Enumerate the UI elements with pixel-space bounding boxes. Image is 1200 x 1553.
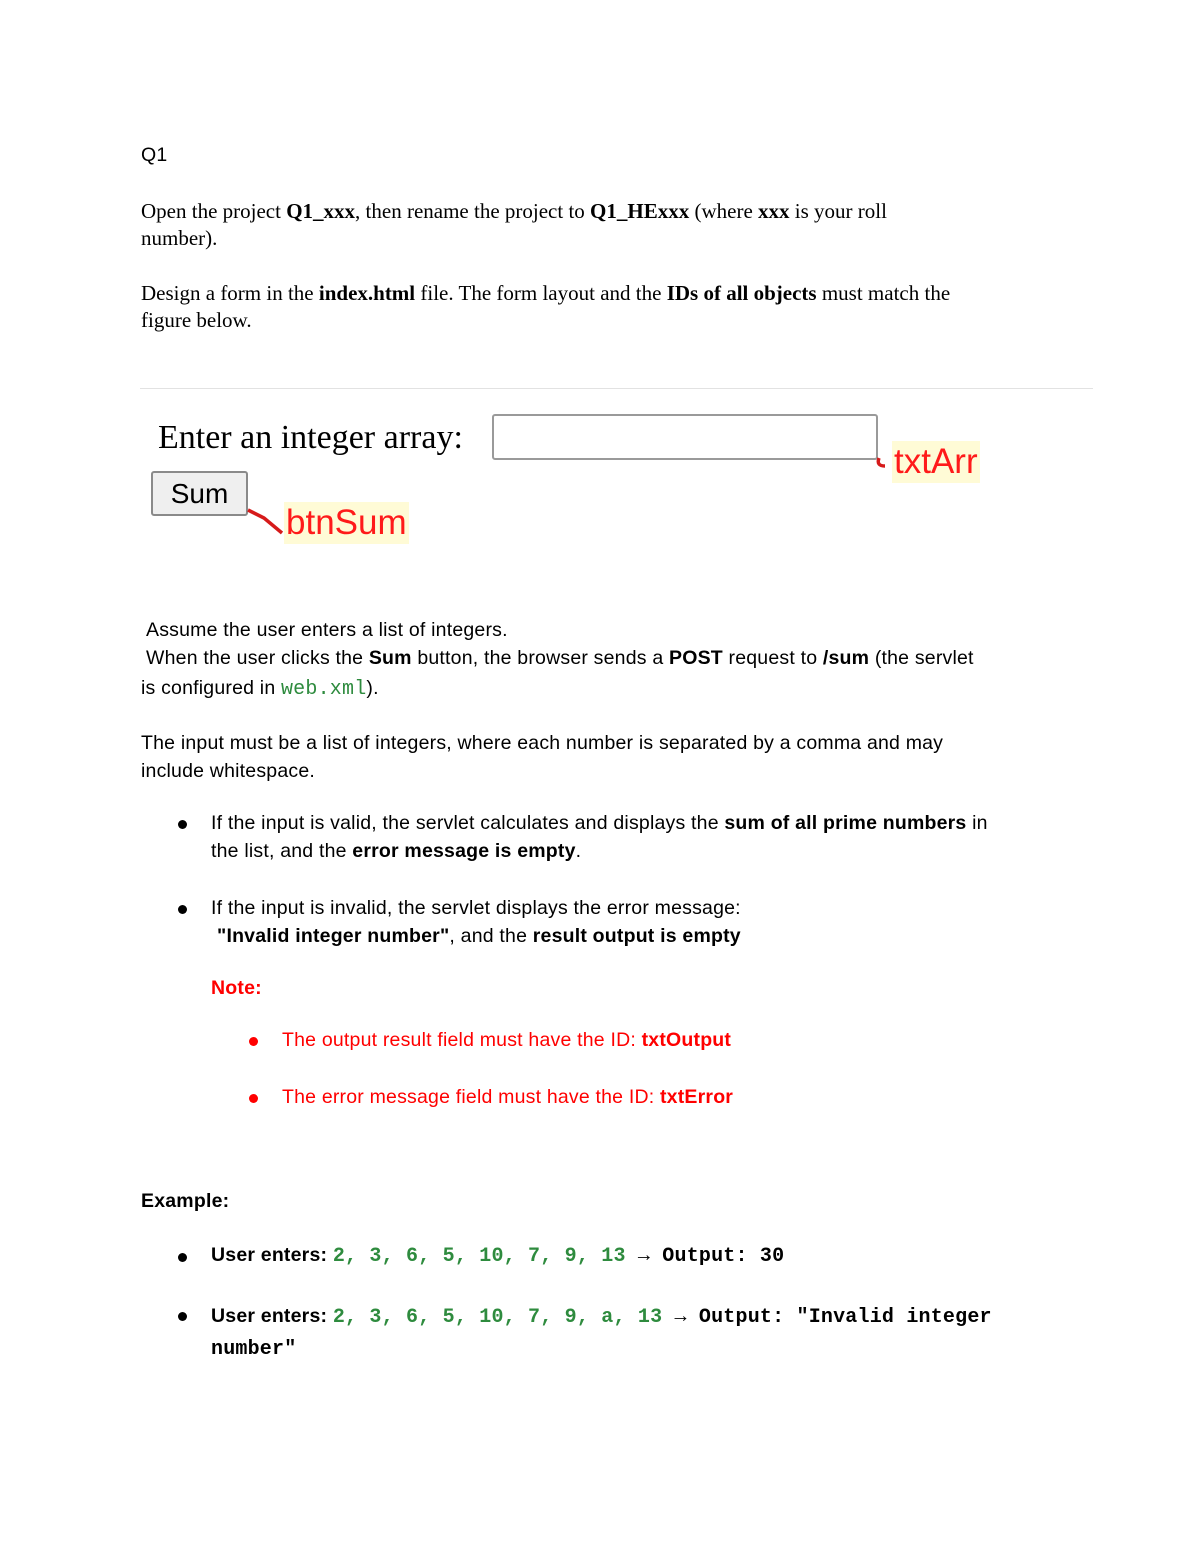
renamed-project: Q1_HExxx bbox=[590, 199, 690, 223]
txtArr-callout: txtArr bbox=[894, 442, 978, 481]
bullet-dot bbox=[249, 1037, 258, 1046]
note-error-id bbox=[282, 1083, 733, 1111]
example-input-code: 2, 3, 6, 5, 10, 7, 9, 13 bbox=[332, 1245, 626, 1268]
sum-keyword: Sum bbox=[368, 647, 412, 669]
text: The error message field must have the ID: bbox=[282, 1086, 660, 1108]
text: the list, and the bbox=[211, 840, 353, 862]
text: in bbox=[966, 812, 988, 834]
text: . bbox=[575, 840, 582, 862]
project-name: Q1_xxx bbox=[286, 199, 356, 223]
ids-emphasis: IDs of all objects bbox=[666, 281, 817, 305]
post-keyword: POST bbox=[669, 647, 723, 669]
input-rule bbox=[141, 729, 1101, 785]
note-label: Note: bbox=[211, 977, 262, 999]
intro-paragraph-1 bbox=[141, 198, 1101, 252]
bullet-dot bbox=[178, 905, 187, 914]
text: (the servlet bbox=[869, 647, 974, 669]
text: User enters: bbox=[211, 1244, 333, 1266]
example-2 bbox=[211, 1301, 1091, 1365]
text: must match the bbox=[816, 281, 951, 305]
bullet-dot bbox=[178, 1253, 187, 1262]
text: include whitespace. bbox=[141, 760, 315, 782]
error-message-literal: "Invalid integer number" bbox=[217, 925, 450, 947]
prime-sum-emphasis: sum of all prime numbers bbox=[724, 812, 967, 834]
text: request to bbox=[722, 647, 823, 669]
txtArr-callout-line bbox=[878, 458, 885, 466]
text: The input must be a list of integers, where each number is separated by a comma and may bbox=[141, 732, 944, 754]
sum-button[interactable]: Sum bbox=[151, 471, 248, 516]
text: Open the project bbox=[141, 199, 287, 223]
text: , and the bbox=[449, 925, 533, 947]
text: User enters: bbox=[211, 1305, 333, 1327]
example-output: → Output: "Invalid integer bbox=[662, 1306, 992, 1329]
bullet-dot bbox=[249, 1094, 258, 1103]
file-name: index.html bbox=[318, 281, 416, 305]
txtOutput-id: txtOutput bbox=[641, 1029, 732, 1051]
text: figure below. bbox=[141, 308, 252, 332]
text: button, the browser sends a bbox=[411, 647, 669, 669]
bullet-dot bbox=[178, 1312, 187, 1321]
text: is your roll bbox=[789, 199, 887, 223]
question-id: Q1 bbox=[141, 144, 168, 166]
bullet-dot bbox=[178, 820, 187, 829]
text: number). bbox=[141, 226, 218, 250]
bullet-invalid bbox=[211, 894, 1091, 950]
divider bbox=[140, 388, 1093, 389]
txtError-id: txtError bbox=[659, 1086, 734, 1108]
example-output: number" bbox=[211, 1338, 297, 1361]
text: (where bbox=[689, 199, 759, 223]
example-1 bbox=[211, 1241, 1091, 1271]
btnSum-callout-line bbox=[248, 510, 282, 533]
when-paragraph bbox=[141, 644, 1101, 705]
bullet-valid bbox=[211, 809, 1091, 865]
text: If the input is invalid, the servlet displays the error message: bbox=[211, 897, 741, 919]
text: , then rename the project to bbox=[355, 199, 591, 223]
example-output: → Output: 30 bbox=[625, 1245, 785, 1268]
error-empty-emphasis: error message is empty bbox=[352, 840, 576, 862]
text: file. The form layout and the bbox=[415, 281, 667, 305]
figure-label: Enter an integer array: bbox=[158, 419, 463, 456]
output-empty-emphasis: result output is empty bbox=[532, 925, 741, 947]
sum-path: /sum bbox=[822, 647, 870, 669]
example-input-code: 2, 3, 6, 5, 10, 7, 9, a, 13 bbox=[332, 1306, 663, 1329]
text: ). bbox=[366, 677, 379, 699]
text: is configured in bbox=[141, 677, 281, 699]
text: The output result field must have the ID: bbox=[282, 1029, 642, 1051]
assume-text: Assume the user enters a list of integers. bbox=[146, 619, 508, 641]
web-xml-code: web.xml bbox=[280, 678, 367, 701]
roll-placeholder: xxx bbox=[758, 199, 790, 223]
text: Design a form in the bbox=[141, 281, 319, 305]
example-label: Example: bbox=[141, 1190, 230, 1212]
intro-paragraph-2 bbox=[141, 280, 1101, 334]
note-output-id bbox=[282, 1026, 731, 1054]
text: When the user clicks the bbox=[146, 647, 369, 669]
text: If the input is valid, the servlet calculates and displays the bbox=[211, 812, 725, 834]
btnSum-callout: btnSum bbox=[286, 503, 407, 542]
